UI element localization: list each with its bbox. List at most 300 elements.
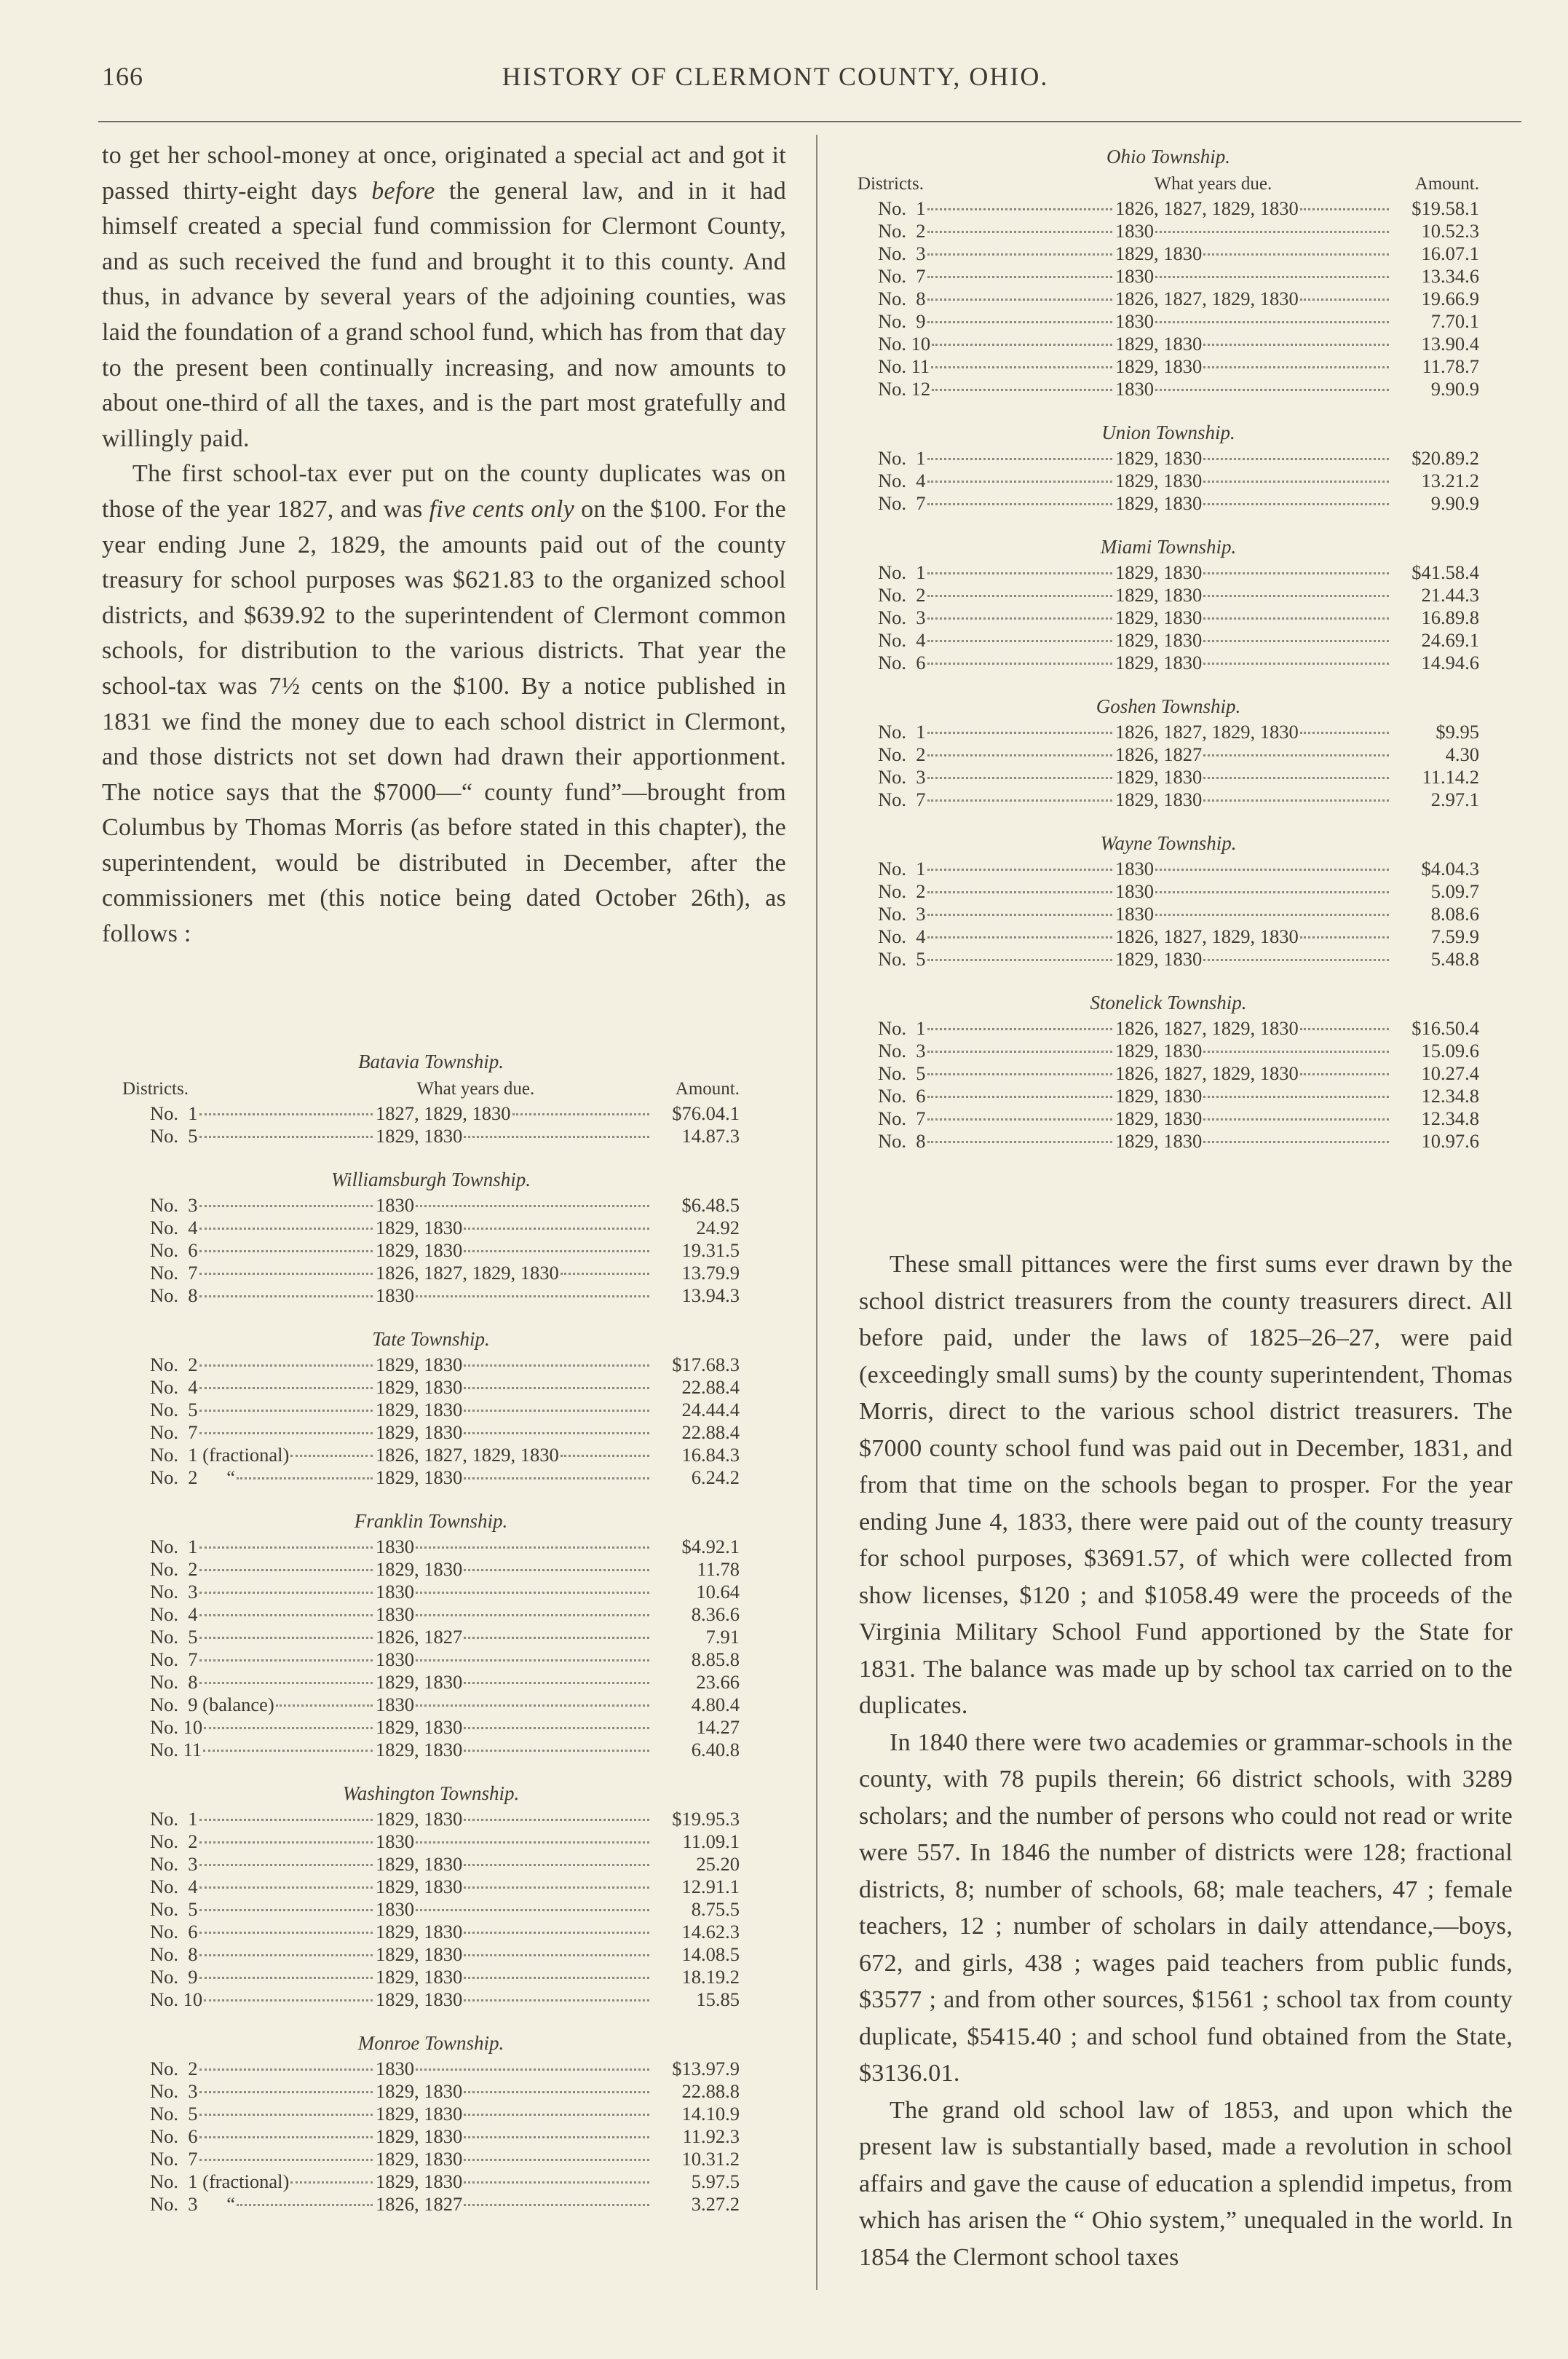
dot-leader <box>1155 321 1389 323</box>
table-row <box>858 220 1479 242</box>
years-cell <box>376 1102 652 1125</box>
district-label: No. 1 <box>878 197 926 219</box>
table-row <box>858 948 1479 971</box>
district-label: No. 4 <box>150 1876 198 1897</box>
district-cell <box>878 1107 1115 1130</box>
dot-leader <box>199 1886 373 1889</box>
dot-leader <box>237 1477 373 1479</box>
dot-leader <box>927 617 1112 620</box>
years-due: 1829, 1830 <box>376 1421 463 1443</box>
district-label: No. 8 <box>150 1943 198 1965</box>
district-label: No. 3 <box>150 1194 198 1216</box>
years-due: 1826, 1827, 1829, 1830 <box>1115 721 1299 743</box>
dot-leader <box>464 1819 649 1821</box>
left-column-tables <box>122 1047 740 2216</box>
amount-cell: 12.34.8 <box>1421 1107 1479 1129</box>
district-cell <box>878 1130 1115 1153</box>
table-row <box>858 743 1479 766</box>
years-cell <box>376 1376 652 1399</box>
table-row <box>858 584 1479 606</box>
table-row <box>122 1943 740 1966</box>
years-cell <box>376 1354 652 1376</box>
years-due: 1829, 1830 <box>1115 1040 1203 1062</box>
dot-leader <box>1300 936 1389 939</box>
district-label: No. 6 <box>150 2125 198 2147</box>
district-cell <box>150 1966 376 1988</box>
table-row <box>122 1648 740 1671</box>
amount-cell: $6.48.5 <box>681 1194 740 1216</box>
years-due: 1829, 1830 <box>376 1125 463 1147</box>
years-cell <box>1115 492 1392 515</box>
table-row <box>858 1130 1479 1153</box>
table-row <box>858 721 1479 743</box>
district-cell <box>150 1648 376 1671</box>
text-segment: the general law, and in it had himself created a special fund commission for Clermont County, and as such received the fund and brought it to this county. And thus, in advance by several years of the adjoining counties, was laid the foundation of a grand school fund, which has from that day to the present been continually increasing, and now amounts to about one-third of all the taxes, and is the part most gratefully and willingly paid. <box>102 177 786 452</box>
years-due: 1829, 1830 <box>1115 948 1203 970</box>
dot-leader <box>416 1614 649 1616</box>
amount-cell: 9.90.9 <box>1430 492 1479 514</box>
table-row <box>122 1194 740 1217</box>
district-cell <box>150 1558 376 1581</box>
dot-leader <box>464 1228 649 1230</box>
dot-leader <box>199 1432 373 1434</box>
amount-cell: $16.50.4 <box>1411 1017 1479 1039</box>
years-cell <box>1115 652 1392 674</box>
years-cell <box>1115 1017 1392 1040</box>
table-row <box>858 470 1479 492</box>
years-due: 1829, 1830 <box>376 1399 463 1420</box>
district-label: No. 1 <box>150 1536 198 1557</box>
table-row <box>858 355 1479 378</box>
years-due: 1829, 1830 <box>376 1376 463 1398</box>
district-cell <box>150 2080 376 2103</box>
years-cell <box>1115 584 1392 606</box>
years-due: 1830 <box>376 1536 414 1557</box>
years-due: 1829, 1830 <box>376 2103 463 2125</box>
years-cell <box>1115 721 1392 743</box>
district-label: No. 6 <box>150 1239 198 1261</box>
years-due: 1827, 1829, 1830 <box>376 1102 511 1124</box>
years-cell <box>1115 789 1392 811</box>
district-cell <box>150 2125 376 2148</box>
district-label: No. 5 <box>150 2103 198 2125</box>
township-title: Tate Township. <box>372 1328 490 1350</box>
dot-leader <box>464 1954 649 1956</box>
district-cell <box>150 1444 376 1466</box>
dot-leader <box>927 1051 1112 1053</box>
years-cell <box>1115 447 1392 470</box>
table-row <box>122 1217 740 1239</box>
table-row <box>122 1739 740 1761</box>
amount-cell: 3.27.2 <box>691 2193 740 2215</box>
years-due: 1826, 1827 <box>376 2193 463 2215</box>
table-row <box>122 1626 740 1648</box>
years-cell <box>376 1194 652 1217</box>
years-due: 1830 <box>1115 265 1154 287</box>
years-cell <box>376 2103 652 2125</box>
years-cell <box>376 1876 652 1898</box>
years-cell <box>1115 288 1392 310</box>
amount-cell: 24.92 <box>696 1217 740 1238</box>
dot-leader <box>1203 344 1389 346</box>
district-cell <box>150 1376 376 1399</box>
dot-leader <box>1203 1141 1389 1143</box>
years-due: 1829, 1830 <box>376 1876 463 1897</box>
table-row <box>858 925 1479 948</box>
dot-leader <box>927 253 1112 256</box>
amount-cell: 11.14.2 <box>1422 766 1479 788</box>
years-due: 1829, 1830 <box>1115 1085 1203 1107</box>
amount-cell: 5.48.8 <box>1430 948 1479 970</box>
district-cell <box>878 721 1115 743</box>
years-cell <box>1115 561 1392 584</box>
township-table <box>858 418 1479 515</box>
district-label: No. 10 <box>150 1988 203 2010</box>
district-cell <box>150 1125 376 1147</box>
district-label: No. 4 <box>878 470 926 491</box>
table-row <box>122 1853 740 1876</box>
district-label: No. 5 <box>150 1626 198 1648</box>
dot-leader <box>1155 276 1389 278</box>
district-label: No. 2 <box>150 1558 198 1580</box>
years-due: 1829, 1830 <box>376 2148 463 2170</box>
table-row <box>122 1239 740 1262</box>
district-cell <box>150 1943 376 1966</box>
dot-leader <box>927 1096 1112 1098</box>
district-cell <box>150 1988 376 2011</box>
district-cell <box>150 1716 376 1739</box>
years-cell <box>1115 629 1392 652</box>
district-cell <box>150 2058 376 2080</box>
years-due: 1829, 1830 <box>1115 333 1203 355</box>
dot-leader <box>276 1704 373 1707</box>
years-due: 1829, 1830 <box>1115 1130 1203 1152</box>
years-cell <box>376 2148 652 2170</box>
district-cell <box>878 1040 1115 1062</box>
years-cell <box>1115 1040 1392 1062</box>
district-cell <box>150 1603 376 1626</box>
dot-leader <box>199 1864 373 1866</box>
amount-cell: 7.91 <box>705 1626 740 1648</box>
years-due: 1830 <box>1115 310 1154 332</box>
years-cell <box>1115 220 1392 242</box>
years-cell <box>376 2080 652 2103</box>
district-label: No. 2 “ <box>150 1466 236 1488</box>
township-title: Batavia Township. <box>357 1051 504 1072</box>
dot-leader <box>1203 617 1389 620</box>
amount-cell: 13.90.4 <box>1421 333 1479 355</box>
table-row <box>858 197 1479 220</box>
dot-leader <box>927 663 1112 665</box>
district-cell <box>878 220 1115 242</box>
district-label: No. 1 (fractional) <box>150 1444 290 1466</box>
amount-cell: 6.24.2 <box>691 1466 740 1488</box>
district-cell <box>878 310 1115 333</box>
dot-leader <box>927 891 1112 893</box>
dot-leader <box>1155 891 1389 893</box>
dot-leader <box>464 1477 649 1479</box>
township-table <box>122 1779 740 2011</box>
years-due: 1829, 1830 <box>1115 629 1203 651</box>
amount-cell: 18.19.2 <box>681 1966 740 1988</box>
district-cell <box>150 1694 376 1716</box>
years-cell <box>1115 470 1392 492</box>
years-cell <box>1115 242 1392 265</box>
amount-cell: 16.07.1 <box>1421 242 1479 264</box>
dot-leader <box>927 481 1112 483</box>
amount-header: Amount. <box>675 1079 740 1099</box>
dot-leader <box>1300 299 1389 301</box>
years-due: 1830 <box>376 2058 414 2079</box>
district-cell <box>150 1808 376 1830</box>
township-table <box>122 1324 740 1489</box>
years-cell <box>376 1943 652 1966</box>
years-due: 1829, 1830 <box>376 1354 463 1375</box>
district-label: No. 7 <box>150 1648 198 1670</box>
dot-leader <box>1203 1118 1389 1121</box>
amount-cell: 15.85 <box>696 1988 740 2010</box>
table-row <box>122 2170 740 2193</box>
left-column-text <box>102 138 786 952</box>
amount-cell: 13.21.2 <box>1421 470 1479 491</box>
district-label: No. 10 <box>878 333 931 355</box>
amount-cell: 10.52.3 <box>1421 220 1479 242</box>
district-cell <box>878 880 1115 903</box>
dot-leader <box>927 503 1112 505</box>
paragraph <box>102 457 786 952</box>
district-cell <box>878 447 1115 470</box>
table-row <box>858 652 1479 674</box>
table-row <box>122 1558 740 1581</box>
amount-cell: 4.80.4 <box>691 1694 740 1715</box>
district-label: No. 5 <box>150 1898 198 1920</box>
amount-cell: 19.31.5 <box>681 1239 740 1261</box>
district-label: No. 9 <box>150 1966 198 1988</box>
amount-cell: 16.89.8 <box>1421 606 1479 628</box>
dot-leader <box>927 208 1112 210</box>
years-due: 1829, 1830 <box>1115 652 1203 673</box>
district-label: No. 9 <box>878 310 926 332</box>
amount-cell: 13.34.6 <box>1421 265 1479 287</box>
dot-leader <box>464 1727 649 1729</box>
dot-leader <box>464 1932 649 1934</box>
table-row <box>122 1466 740 1489</box>
right-column-text <box>859 1246 1513 2276</box>
district-label: No. 6 <box>150 1921 198 1943</box>
district-label: No. 7 <box>878 265 926 287</box>
years-due: 1830 <box>376 1194 414 1216</box>
dot-leader <box>927 299 1112 301</box>
years-cell <box>1115 858 1392 880</box>
amount-cell: 14.87.3 <box>681 1125 740 1147</box>
district-cell <box>150 1217 376 1239</box>
district-label: No. 3 <box>878 606 926 628</box>
district-cell <box>878 470 1115 492</box>
years-due: 1826, 1827, 1829, 1830 <box>1115 925 1299 947</box>
dot-leader <box>199 1659 373 1661</box>
amount-cell: 12.34.8 <box>1421 1085 1479 1107</box>
page-number: 166 <box>102 62 143 91</box>
districts-header: Districts. <box>858 174 924 194</box>
dot-leader <box>199 1205 373 1207</box>
district-cell <box>878 561 1115 584</box>
years-cell <box>376 1988 652 2011</box>
amount-cell: 11.78.7 <box>1422 355 1479 377</box>
years-due: 1829, 1830 <box>376 2080 463 2102</box>
table-row <box>858 1040 1479 1062</box>
amount-cell: 15.09.6 <box>1421 1040 1479 1062</box>
years-due: 1826, 1827, 1829, 1830 <box>1115 197 1299 219</box>
dot-leader <box>1203 754 1389 756</box>
dot-leader <box>203 1750 373 1752</box>
district-label: No. 3 <box>878 1040 926 1062</box>
amount-cell: 5.09.7 <box>1430 880 1479 902</box>
dot-leader <box>1203 253 1389 256</box>
years-due: 1826, 1827 <box>376 1626 463 1648</box>
district-cell <box>878 789 1115 811</box>
years-cell <box>376 1217 652 1239</box>
amount-cell: $76.04.1 <box>672 1102 740 1124</box>
district-cell <box>150 1830 376 1853</box>
years-due: 1826, 1827, 1829, 1830 <box>1115 1062 1299 1084</box>
dot-leader <box>1300 732 1389 734</box>
years-due: 1829, 1830 <box>376 2125 463 2147</box>
district-cell <box>878 288 1115 310</box>
years-cell <box>376 1399 652 1421</box>
district-cell <box>878 378 1115 400</box>
district-label: No. 7 <box>150 2148 198 2170</box>
district-cell <box>150 1581 376 1603</box>
dot-leader <box>416 1592 649 1594</box>
amount-cell: $13.97.9 <box>672 2058 740 2079</box>
table-row <box>858 1107 1479 1130</box>
township-table <box>122 2028 740 2216</box>
dot-leader <box>199 1932 373 1934</box>
years-due: 1829, 1830 <box>376 1988 463 2010</box>
amount-cell: 13.94.3 <box>681 1284 740 1306</box>
dot-leader <box>199 1841 373 1844</box>
dot-leader <box>464 1682 649 1684</box>
district-label: No. 3 <box>150 1853 198 1875</box>
years-due: 1829, 1830 <box>376 1853 463 1875</box>
dot-leader <box>1155 389 1389 391</box>
dot-leader <box>199 1546 373 1549</box>
dot-leader <box>464 1637 649 1639</box>
years-cell <box>1115 766 1392 789</box>
township-table <box>122 1047 740 1147</box>
township-table <box>122 1506 740 1761</box>
dot-leader <box>1203 777 1389 779</box>
district-cell <box>878 265 1115 288</box>
district-label: No. 4 <box>150 1603 198 1625</box>
dot-leader <box>927 458 1112 460</box>
years-due: 1829, 1830 <box>376 1716 463 1738</box>
table-row <box>858 1062 1479 1085</box>
table-row <box>122 1399 740 1421</box>
district-cell <box>150 1421 376 1444</box>
table-row <box>122 1125 740 1147</box>
table-row <box>122 1921 740 1943</box>
dot-leader <box>1203 503 1389 505</box>
dot-leader <box>199 1364 373 1367</box>
amount-cell: 10.31.2 <box>681 2148 740 2170</box>
dot-leader <box>416 1546 649 1549</box>
years-due: 1830 <box>376 1648 414 1670</box>
table-row <box>122 1716 740 1739</box>
district-label: No. 1 <box>878 447 926 469</box>
dot-leader <box>1155 869 1389 871</box>
district-cell <box>150 2148 376 2170</box>
dot-leader <box>464 1410 649 1412</box>
district-cell <box>878 1085 1115 1107</box>
years-cell <box>376 1898 652 1921</box>
dot-leader <box>927 777 1112 779</box>
township-title: Union Township. <box>1101 422 1235 443</box>
years-cell <box>1115 948 1392 971</box>
district-label: No. 1 <box>150 1102 198 1124</box>
district-cell <box>878 903 1115 925</box>
table-row <box>122 2148 740 2170</box>
years-due: 1829, 1830 <box>1115 1107 1203 1129</box>
dot-leader <box>464 1977 649 1979</box>
amount-cell: 14.08.5 <box>681 1943 740 1965</box>
district-label: No. 3 “ <box>150 2193 236 2215</box>
dot-leader <box>1300 208 1389 210</box>
dot-leader <box>927 732 1112 734</box>
years-cell <box>376 1921 652 1943</box>
district-cell <box>878 197 1115 220</box>
district-label: No. 7 <box>878 1107 926 1129</box>
district-label: No. 8 <box>878 288 926 309</box>
dot-leader <box>464 2091 649 2093</box>
dot-leader <box>1155 231 1389 233</box>
years-due: 1829, 1830 <box>376 2170 463 2192</box>
years-due: 1829, 1830 <box>1115 766 1203 788</box>
amount-cell: 14.27 <box>696 1716 740 1738</box>
years-cell <box>1115 310 1392 333</box>
years-due: 1830 <box>1115 903 1154 925</box>
district-cell <box>878 606 1115 629</box>
table-row <box>122 2103 740 2125</box>
years-due: 1829, 1830 <box>1115 561 1203 583</box>
district-label: No. 1 <box>878 1017 926 1039</box>
township-title: Goshen Township. <box>1096 695 1241 717</box>
years-cell <box>376 1558 652 1581</box>
years-due: 1830 <box>376 1694 414 1715</box>
dot-leader <box>927 869 1112 871</box>
amount-cell: 24.44.4 <box>681 1399 740 1420</box>
township-table <box>858 532 1479 674</box>
dot-leader <box>927 595 1112 597</box>
table-row <box>858 288 1479 310</box>
table-row <box>858 265 1479 288</box>
table-row <box>858 606 1479 629</box>
districts-header: Districts. <box>122 1079 189 1099</box>
years-cell <box>376 1466 652 1489</box>
dot-leader <box>464 1250 649 1252</box>
district-cell <box>150 1102 376 1125</box>
township-title: Williamsburgh Township. <box>330 1169 531 1190</box>
years-cell <box>376 2170 652 2193</box>
amount-cell: 22.88.4 <box>681 1376 740 1398</box>
dot-leader <box>199 2068 373 2071</box>
dot-leader <box>199 1569 373 1571</box>
district-cell <box>150 1876 376 1898</box>
years-due: 1829, 1830 <box>376 1466 463 1488</box>
dot-leader <box>237 2204 373 2206</box>
years-cell <box>376 2125 652 2148</box>
township-title: Stonelick Township. <box>1090 992 1247 1013</box>
